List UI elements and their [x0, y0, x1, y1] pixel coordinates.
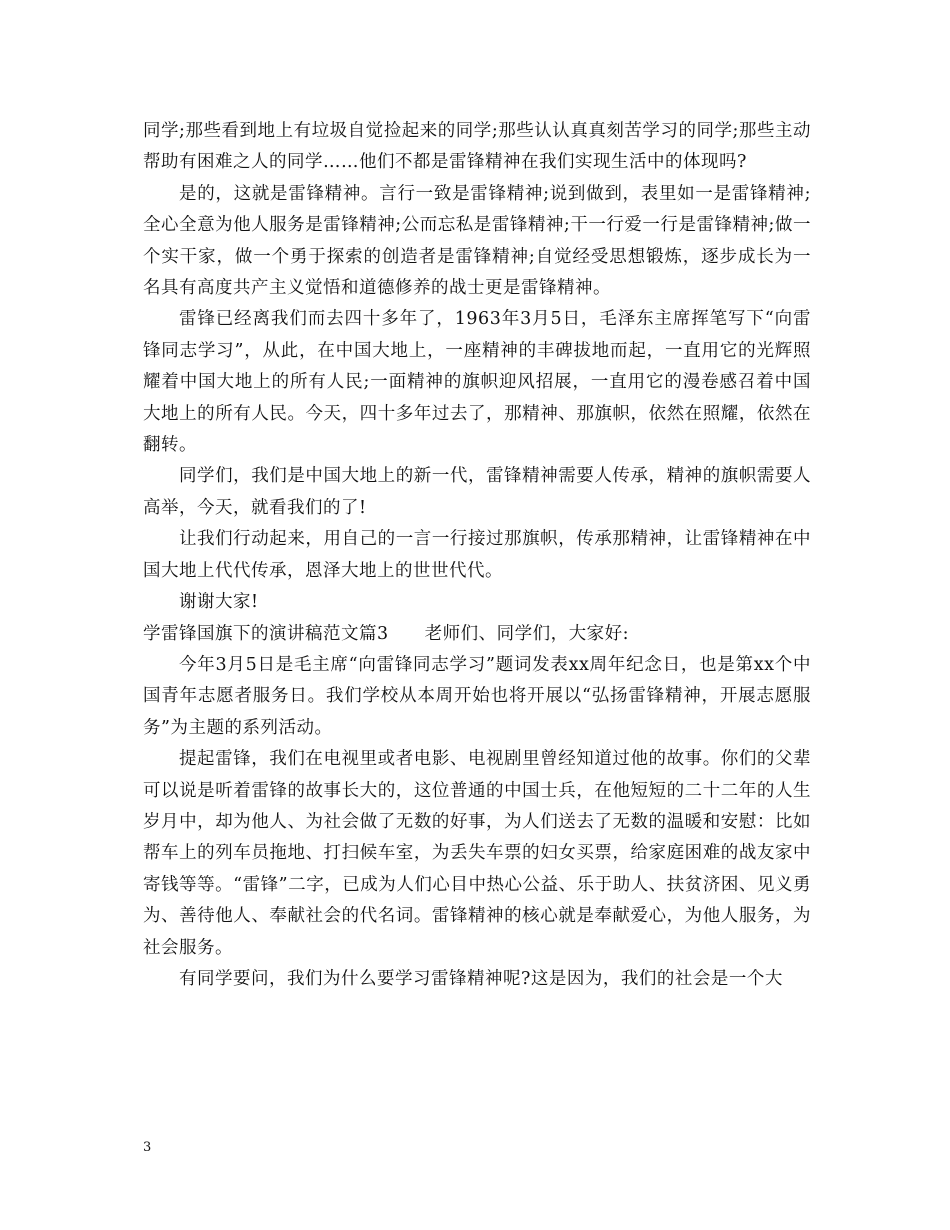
paragraph-7: 提起雷锋，我们在电视里或者电影、电视剧里曾经知道过他的故事。你们的父辈可以说是听着雷锋的故事长大的，这位普通的中国士兵，在他短短的二十二年的人生岁月中，却为他人、为社会做了无数的好事，为人们送去了无数的温暖和安慰：比如帮车上的列车员拖地、打扫候车室，为丢失车票的妇女买票，给家庭困难的战友家中寄钱等等。“雷锋”二字，已成为人们心目中热心公益、乐于助人、扶贫济困、见义勇为、善待他人、奉献社会的代名词。雷锋精神的核心就是奉献爱心，为他人服务，为社会服务。	[143, 749, 811, 958]
page-number: 3	[143, 1140, 152, 1155]
paragraph-8: 有同学要问，我们为什么要学习雷锋精神呢?这是因为，我们的社会是一个大	[179, 968, 783, 989]
paragraph-3: 雷锋已经离我们而去四十多年了，1963年3月5日，毛泽东主席挥笔写下“向雷锋同志学习”，从此，在中国大地上，一座精神的丰碑拔地而起，一直用它的光辉照耀着中国大地上的所有人民;一面精神的旗帜迎风招展，一直用它的漫卷感召着中国大地上的所有人民。今天，四十多年过去了，那精神、那旗帜，依然在照耀，依然在翻转。	[143, 309, 811, 456]
section-heading: 学雷锋国旗下的演讲稿范文篇3 老师们、同学们，大家好:	[143, 623, 630, 644]
closing-thanks: 谢谢大家!	[179, 592, 259, 613]
paragraph-5: 让我们行动起来，用自己的一言一行接过那旗帜，传承那精神，让雷锋精神在中国大地上代代传承，恩泽大地上的世世代代。	[143, 529, 811, 581]
document-body	[143, 116, 811, 995]
paragraph-2: 是的，这就是雷锋精神。言行一致是雷锋精神;说到做到，表里如一是雷锋精神;全心全意为他人服务是雷锋精神;公而忘私是雷锋精神;干一行爱一行是雷锋精神;做一个实干家，做一个勇于探索的创造者是雷锋精神;自觉经受思想锻炼，逐步成长为一名具有高度共产主义觉悟和道德修养的战士更是雷锋精神。	[143, 183, 811, 299]
paragraph-4: 同学们，我们是中国大地上的新一代，雷锋精神需要人传承，精神的旗帜需要人高举，今天，就看我们的了!	[143, 466, 811, 518]
paragraph-6: 今年3月5日是毛主席“向雷锋同志学习”题词发表xx周年纪念日，也是第xx个中国青年志愿者服务日。我们学校从本周开始也将开展以“弘扬雷锋精神，开展志愿服务”为主题的系列活动。	[143, 654, 811, 738]
paragraph-1: 同学;那些看到地上有垃圾自觉捡起来的同学;那些认认真真刻苦学习的同学;那些主动帮助有困难之人的同学……他们不都是雷锋精神在我们实现生活中的体现吗?	[143, 121, 811, 173]
